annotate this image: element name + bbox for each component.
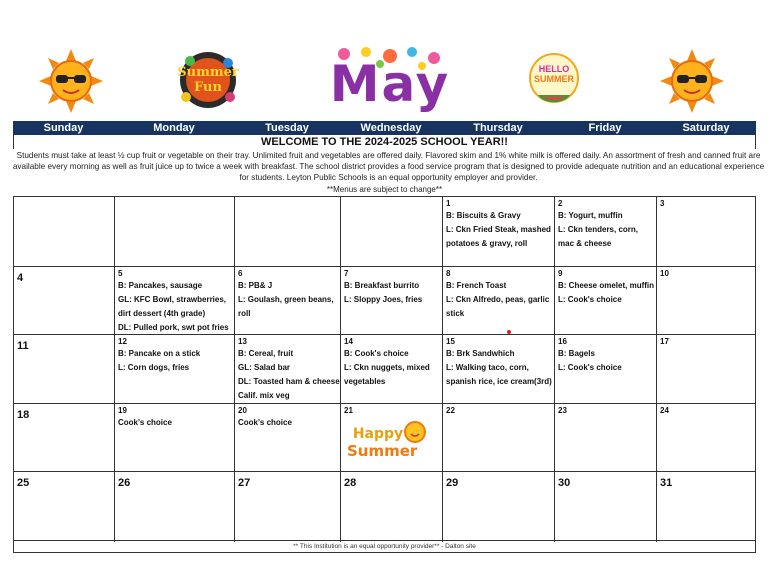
hello-summer-line1: HELLO [538, 64, 570, 74]
menu-line: spanish rice, ice cream(3rd) [446, 377, 552, 386]
calendar-day-cell [555, 267, 657, 335]
calendar-day-cell [443, 197, 555, 267]
calendar-day-cell [341, 472, 443, 542]
day-number: 30 [558, 477, 571, 489]
day-number: 5 [118, 269, 123, 278]
day-number: 20 [238, 406, 247, 415]
day-number: 1 [446, 199, 451, 208]
menu-line: DL: Pulled pork, swt pot fries [118, 323, 229, 332]
calendar-day-cell [235, 267, 341, 335]
day-number: 31 [660, 477, 673, 489]
menu-line: B: French Toast [446, 281, 507, 290]
nutrition-info: Students must take at least ½ cup fruit or vegetable on their tray. Unlimited fruit and vegetables are offered daily. Flavored skim and 1% white milk is offered daily. An assortment of fresh and canned fruit are available every morning as well as fruit juice up to twice a week with breakfast. The school district provides a food service program that is designed to provide adequate nutrition and an educational experience for students. Leyton Public Schools is an equal opportunity employer and provider. [12, 151, 765, 182]
happy-summer-line1: Happy [352, 426, 404, 442]
menu-line: B: Pancakes, sausage [118, 281, 203, 290]
calendar-day-cell [14, 197, 115, 267]
calendar-day-cell [657, 197, 756, 267]
day-number: 29 [446, 477, 459, 489]
calendar-day-cell [14, 335, 115, 404]
menu-line: L: Goulash, green beans, [238, 295, 334, 304]
menu-line: L: Ckn Alfredo, peas, garlic [446, 295, 550, 304]
menu-line: B: Brk Sandwhich [446, 349, 515, 358]
right-sun-icon [659, 48, 725, 114]
day-number: 13 [238, 337, 247, 346]
menu-line: B: Cheese omelet, muffin [558, 281, 655, 290]
calendar-day-cell [443, 267, 555, 335]
day-number: 11 [17, 340, 29, 352]
menu-line: L: Walking taco, corn, [446, 363, 529, 372]
menu-line: Calif. mix veg [238, 391, 290, 400]
day-number [17, 199, 111, 201]
stray-mark [507, 330, 511, 334]
calendar-day-cell [657, 404, 756, 472]
menu-line: L: Cook's choice [558, 295, 622, 304]
weekday-header [13, 121, 756, 135]
calendar-day-cell [341, 335, 443, 404]
calendar-day-cell [443, 472, 555, 542]
menu-line: Cook's choice [238, 418, 292, 427]
day-number: 10 [660, 269, 669, 278]
day-number: 22 [446, 406, 455, 415]
day-number: 15 [446, 337, 455, 346]
weekday-monday: Monday [153, 122, 195, 134]
menu-line: L: Cook's choice [558, 363, 622, 372]
calendar-day-cell [443, 335, 555, 404]
calendar-day-cell [14, 404, 115, 472]
day-number: 2 [558, 199, 563, 208]
calendar-day-cell [235, 197, 341, 267]
footer-note: ** This Institution is an equal opportunity provider** - Dalton site [13, 541, 756, 553]
menu-line: B: Bagels [558, 349, 595, 358]
weekday-thursday: Thursday [473, 122, 523, 134]
calendar-day-cell [115, 335, 235, 404]
calendar-day-cell [555, 404, 657, 472]
menu-line: dirt dessert (4th grade) [118, 309, 206, 318]
menu-line: roll [238, 309, 251, 318]
menu-line: GL: KFC Bowl, strawberries, [118, 295, 227, 304]
day-number: 18 [17, 409, 30, 421]
calendar-grid [13, 196, 756, 541]
hello-summer-line2: SUMMER [534, 74, 574, 84]
menu-line: DL: Toasted ham & cheese [238, 377, 340, 386]
day-number: 6 [238, 269, 243, 278]
day-number: 12 [118, 337, 127, 346]
menu-line: L: Ckn Fried Steak, mashed [446, 225, 551, 234]
calendar-day-cell [115, 267, 235, 335]
day-number: 7 [344, 269, 349, 278]
day-number: 9 [558, 269, 563, 278]
calendar-day-cell [657, 472, 756, 542]
day-number: 24 [660, 406, 669, 415]
calendar-day-cell [115, 472, 235, 542]
day-number: 19 [118, 406, 127, 415]
summer-fun-line2: Fun [194, 80, 222, 95]
menu-line: L: Corn dogs, fries [118, 363, 190, 372]
day-number: 26 [118, 477, 131, 489]
calendar-day-cell [657, 267, 756, 335]
may-title-art [314, 44, 466, 116]
summer-fun-line1: Summer [177, 65, 239, 80]
menu-line: L: Sloppy Joes, fries [344, 295, 423, 304]
calendar-day-cell [235, 335, 341, 404]
happy-summer-art [345, 418, 433, 466]
menu-line: B: Pancake on a stick [118, 349, 201, 358]
calendar-day-cell [235, 404, 341, 472]
calendar-day-cell [341, 197, 443, 267]
calendar-day-cell [341, 404, 443, 472]
calendar-day-cell [235, 472, 341, 542]
menu-line: potatoes & gravy, roll [446, 239, 528, 248]
menu-line: L: Ckn tenders, corn, [558, 225, 639, 234]
weekday-wednesday: Wednesday [360, 122, 422, 134]
may-title: May [329, 55, 451, 113]
menu-line: stick [446, 309, 465, 318]
calendar-day-cell [443, 404, 555, 472]
menu-line: B: Cereal, fruit [238, 349, 294, 358]
weekday-saturday: Saturday [682, 122, 730, 134]
summer-fun-art [172, 49, 244, 111]
menu-line: mac & cheese [558, 239, 612, 248]
day-number: 27 [238, 477, 251, 489]
menu-line: L: Ckn nuggets, mixed [344, 363, 430, 372]
day-number: 3 [660, 199, 665, 208]
weekday-friday: Friday [588, 122, 622, 134]
menu-line: B: PB& J [238, 281, 273, 290]
day-number: 4 [17, 272, 24, 284]
calendar-day-cell [115, 404, 235, 472]
calendar-day-cell [341, 267, 443, 335]
weekday-tuesday: Tuesday [265, 122, 309, 134]
menu-change-note: **Menus are subject to change** [326, 185, 443, 194]
left-sun-icon [38, 48, 104, 114]
weekday-sunday: Sunday [43, 122, 84, 134]
hello-summer-art [526, 52, 582, 110]
day-number: 16 [558, 337, 567, 346]
happy-summer-line2: Summer [347, 442, 418, 460]
welcome-heading: WELCOME TO THE 2024-2025 SCHOOL YEAR!! [13, 135, 756, 149]
calendar-day-cell [555, 197, 657, 267]
day-number: 17 [660, 337, 669, 346]
calendar-day-cell [657, 335, 756, 404]
menu-line: GL: Salad bar [238, 363, 291, 372]
day-number: 28 [344, 477, 357, 489]
day-number: 23 [558, 406, 567, 415]
menu-line: Cook's choice [118, 418, 172, 427]
day-number: 8 [446, 269, 451, 278]
menu-line: B: Biscuits & Gravy [446, 211, 521, 220]
calendar-day-cell [14, 472, 115, 542]
day-number: 21 [344, 406, 353, 415]
calendar-day-cell [555, 472, 657, 542]
menu-line: vegetables [344, 377, 386, 386]
menu-line: B: Yogurt, muffin [558, 211, 623, 220]
calendar-day-cell [14, 267, 115, 335]
menu-line: B: Cook's choice [344, 349, 409, 358]
menu-line: B: Breakfast burrito [344, 281, 420, 290]
calendar-day-cell [555, 335, 657, 404]
calendar-day-cell [115, 197, 235, 267]
day-number: 14 [344, 337, 353, 346]
day-number: 25 [17, 477, 30, 489]
